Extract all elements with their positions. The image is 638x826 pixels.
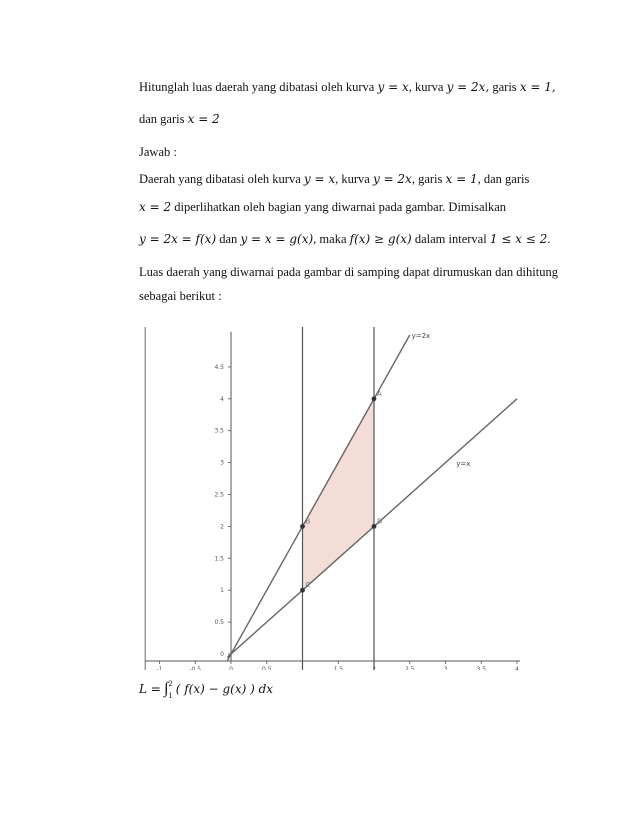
y-tick-label: 4.5	[214, 363, 224, 371]
answer-heading: Jawab :	[139, 145, 177, 159]
integral-upper-limit: 2	[168, 679, 173, 688]
x-tick-label: -1	[156, 666, 163, 670]
equation-y-equals-2x: y = 2x,	[446, 80, 490, 94]
answer-text: dan	[219, 232, 238, 246]
point-A	[372, 396, 377, 401]
point-label-A: A	[377, 389, 382, 398]
answer-line-1	[139, 171, 529, 187]
x-tick-label: 1	[300, 666, 305, 670]
equation-f-of-x: y = 2x = f(x)	[139, 232, 217, 246]
integrand: ( f(x) − g(x) ) dx	[175, 682, 274, 696]
question-text: garis	[492, 80, 517, 94]
answer-text: diperlihatkan oleh bagian yang diwarnai pada gambar. Dimisalkan	[174, 200, 507, 214]
x-tick-label: -0.5	[189, 666, 202, 670]
answer-line-5: sebagai berikut :	[139, 289, 222, 303]
inequality-f-ge-g: f(x) ≥ g(x)	[349, 232, 412, 246]
period: .	[547, 232, 551, 246]
question-text: , kurva	[408, 80, 444, 94]
y-tick-label: 2.5	[214, 491, 224, 499]
equation-x-equals-1: x = 1	[445, 172, 478, 186]
point-label-C: C	[305, 581, 311, 590]
shaded-area-region	[303, 399, 375, 590]
y-tick-label: 2	[220, 523, 224, 531]
interval-inequality: 1 ≤ x ≤ 2	[489, 232, 548, 246]
point-C	[300, 588, 305, 593]
y-tick-label: 1	[220, 587, 224, 595]
point-B	[300, 524, 305, 529]
y-tick-label: 0.5	[214, 619, 224, 627]
point-label-B: B	[305, 517, 311, 526]
x-tick-label: 1.5	[333, 666, 344, 670]
x-tick-label: 3	[443, 666, 448, 670]
point-label-D: D	[377, 517, 383, 526]
equation-x-equals-1: x = 1,	[519, 80, 556, 94]
equation-y-equals-x: y = x	[377, 80, 409, 94]
equation-y-equals-2x: y = 2x	[372, 172, 412, 186]
x-tick-label: 2.5	[404, 666, 415, 670]
y-tick-label: 3	[220, 459, 224, 467]
integral-sign: ∫	[164, 680, 169, 697]
x-tick-label: 3.5	[476, 666, 487, 670]
answer-text: , maka	[313, 232, 347, 246]
question-text: Hitunglah luas daerah yang dibatasi oleh kurva	[139, 80, 375, 94]
x-tick-label: 2	[372, 666, 376, 670]
answer-text: dalam interval	[414, 232, 487, 246]
equation-g-of-x: y = x = g(x)	[240, 232, 314, 246]
question-line-1	[139, 79, 556, 95]
x-tick-label: 0	[229, 666, 233, 670]
answer-text: , garis	[411, 172, 443, 186]
series-line-y=2x	[227, 335, 409, 660]
answer-text: , dan garis	[477, 172, 530, 186]
answer-line-2	[139, 199, 506, 215]
point-D	[372, 524, 377, 529]
equation-x-equals-2: x = 2	[187, 112, 220, 126]
equation-x-equals-2: x = 2	[139, 200, 172, 214]
x-tick-label: 0.5	[261, 666, 272, 670]
question-text: dan garis	[139, 112, 185, 126]
answer-line-3	[139, 231, 550, 247]
answer-text: Daerah yang dibatasi oleh kurva	[139, 172, 301, 186]
series-label-y=2x: y=2x	[411, 332, 431, 341]
y-tick-label: 3.5	[214, 427, 224, 435]
series-label-y=x: y=x	[456, 459, 471, 468]
equation-y-equals-x: y = x	[303, 172, 336, 186]
answer-text: , kurva	[335, 172, 370, 186]
answer-line-4: Luas daerah yang diwarnai pada gambar di samping dapat dirumuskan dan dihitung	[139, 265, 558, 279]
y-tick-label: 4	[220, 395, 224, 403]
x-tick-label: 4	[515, 666, 519, 670]
region-graph	[128, 327, 520, 670]
question-line-2	[139, 111, 220, 127]
area-integral-formula	[139, 680, 273, 698]
y-tick-label: 1.5	[214, 555, 224, 563]
integral-lower-limit: 1	[168, 691, 173, 700]
area-symbol: L =	[139, 682, 161, 696]
y-tick-label: 0	[220, 651, 224, 658]
